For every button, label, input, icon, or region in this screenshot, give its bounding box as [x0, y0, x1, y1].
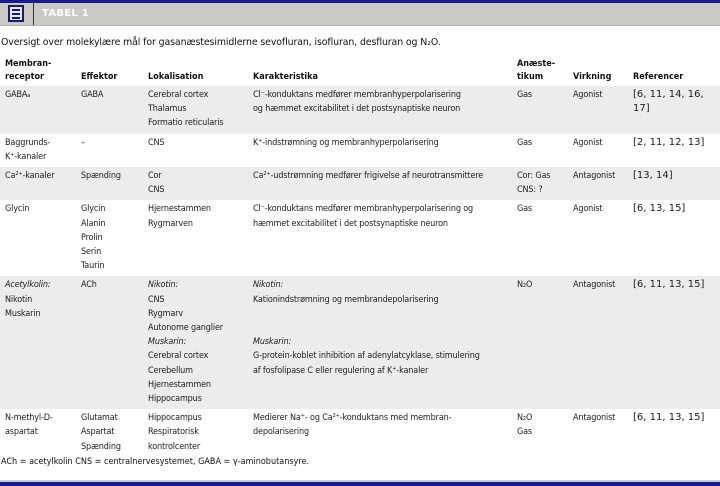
cell-effektor — [76, 276, 143, 409]
column-header-anaestetikum — [512, 58, 568, 86]
cell-karakteristika — [248, 409, 512, 457]
cell-line: N₂O — [517, 413, 533, 424]
cell-lokalisation — [143, 276, 248, 409]
cell-karakteristika — [248, 276, 512, 409]
bottom-accent-stripe — [0, 482, 720, 486]
cell-line: N-methyl-D- — [5, 413, 53, 424]
cell-line: – — [81, 137, 85, 148]
cell-line: Ca²⁺-kanaler — [5, 171, 55, 182]
cell-effektor — [76, 200, 143, 276]
cell-receptor — [0, 276, 76, 409]
cell-line: Gas — [517, 137, 533, 148]
cell-line: Cerebral cortex — [148, 351, 209, 362]
column-header-virkning — [568, 58, 628, 86]
cell-virkning — [568, 134, 628, 167]
cell-referencer: [13, 14] — [628, 167, 720, 200]
cell-effektor — [76, 134, 143, 167]
table-row — [0, 134, 720, 167]
cell-receptor — [0, 409, 76, 457]
cell-line: Serin — [81, 247, 102, 258]
column-header-effektor — [76, 58, 143, 86]
cell-receptor — [0, 200, 76, 276]
cell-line: CNS — [148, 137, 165, 148]
molecular-targets-table — [0, 58, 720, 457]
table-title: TABEL 1 — [42, 8, 90, 19]
table-header-row — [0, 58, 720, 86]
cell-referencer: [6, 13, 15] — [628, 200, 720, 276]
cell-line: K⁺-indstrømning og membranhyperpolarisering — [253, 137, 439, 148]
cell-karakteristika — [248, 200, 512, 276]
column-header-lokalisation — [143, 58, 248, 86]
cell-line: G-protein-koblet inhibition af adenylatcyklase, stimulering — [253, 351, 480, 362]
cell-line: Alanin — [81, 218, 106, 229]
cell-line: Hippocampus — [148, 394, 202, 405]
table-caption: Oversigt over molekylære mål for gasanæstesimidlerne sevofluran, isofluran, desfluran og N₂O. — [1, 37, 441, 48]
table-row — [0, 409, 720, 457]
column-header-referencer — [628, 58, 720, 86]
cell-line: Cerebellum — [148, 365, 193, 376]
table-footnote: ACh = acetylkolin CNS = centralnervesystemet, GABA = γ-aminobutansyre. — [1, 457, 310, 467]
cell-line: Glycin — [81, 204, 106, 215]
column-header-karakteristika — [248, 58, 512, 86]
cell-line: kontrolcenter — [148, 441, 201, 452]
cell-line: Cor: Gas — [517, 171, 551, 182]
cell-line: af fosfolipase C eller regulering af K⁺-kanaler — [253, 365, 429, 376]
cell-line: ACh — [81, 280, 97, 291]
table-row — [0, 167, 720, 200]
column-header-line: receptor — [5, 72, 45, 82]
cell-effektor — [76, 409, 143, 457]
cell-line: Prolin — [81, 232, 103, 243]
cell-receptor — [0, 86, 76, 134]
cell-lokalisation — [143, 86, 248, 134]
table-body — [0, 86, 720, 457]
cell-line: Spænding — [81, 171, 121, 182]
cell-referencer: [2, 11, 12, 13] — [628, 134, 720, 167]
cell-line: Medierer Na⁺- og Ca²⁺-konduktans med membran- — [253, 413, 452, 424]
cell-line: Antagonist — [573, 171, 616, 182]
cell-line: Gas — [517, 90, 533, 100]
column-header-line: Virkning — [573, 72, 612, 82]
cell-line — [253, 321, 512, 335]
cell-lokalisation — [143, 167, 248, 200]
cell-line: GABA — [81, 90, 104, 100]
cell-line: Cl⁻-konduktans medfører membranhyperpolarisering — [253, 90, 461, 100]
cell-virkning — [568, 167, 628, 200]
cell-line: Muskarin: — [253, 337, 292, 348]
cell-line: N₂O — [517, 280, 533, 291]
column-header-line: Anæste- — [517, 59, 556, 69]
cell-line: Nikotin — [5, 294, 33, 305]
cell-line: Thalamus — [148, 104, 187, 115]
cell-line: Nikotin: — [148, 280, 179, 291]
cell-line: Hjernestammen — [148, 379, 211, 390]
cell-line: Kationindstrømning og membrandepolarisering — [253, 294, 439, 305]
cell-virkning — [568, 409, 628, 457]
cell-referencer: [6, 11, 14, 16, 17] — [628, 86, 720, 134]
column-header-line: Referencer — [633, 72, 684, 82]
cell-line: Acetylkolin: — [5, 280, 51, 291]
cell-line: Cor — [148, 171, 162, 182]
cell-anaestetikum — [512, 167, 568, 200]
column-header-line: tikum — [517, 72, 544, 82]
cell-line: Gas — [517, 204, 533, 215]
cell-line: og hæmmet excitabilitet i det postsynaptiske neuron — [253, 104, 461, 115]
cell-line: Cl⁻-konduktans medfører membranhyperpolarisering og — [253, 204, 474, 215]
table-document-icon — [8, 5, 24, 22]
cell-line: aspartat — [5, 427, 38, 438]
cell-line: hæmmet excitabilitet i det postsynaptiske neuron — [253, 218, 448, 229]
cell-line: Respiratorisk — [148, 427, 199, 438]
cell-line: Gas — [517, 427, 533, 438]
cell-anaestetikum — [512, 276, 568, 409]
cell-karakteristika — [248, 86, 512, 134]
column-header-line: Membran- — [5, 59, 52, 69]
cell-line: Autonome ganglier — [148, 323, 223, 334]
cell-effektor — [76, 86, 143, 134]
cell-virkning — [568, 86, 628, 134]
cell-line: GABAₐ — [5, 90, 31, 100]
cell-anaestetikum — [512, 200, 568, 276]
cell-anaestetikum — [512, 134, 568, 167]
cell-line: Agonist — [573, 204, 603, 215]
cell-line: Formatio reticularis — [148, 118, 224, 129]
cell-referencer: [6, 11, 13, 15] — [628, 409, 720, 457]
cell-line: Ca²⁺-udstrømning medfører frigivelse af neurotransmittere — [253, 171, 484, 182]
column-header-line: Lokalisation — [148, 72, 204, 82]
cell-lokalisation — [143, 409, 248, 457]
cell-karakteristika — [248, 167, 512, 200]
cell-line: K⁺-kanaler — [5, 151, 47, 162]
cell-line: Hippocampus — [148, 413, 202, 424]
table-row — [0, 276, 720, 409]
cell-line — [253, 307, 512, 321]
cell-line: Muskarin — [5, 308, 41, 319]
cell-line: Glycin — [5, 204, 30, 215]
cell-line: Cerebral cortex — [148, 90, 209, 100]
cell-line: Muskarin: — [148, 337, 187, 348]
cell-line: Antagonist — [573, 413, 616, 424]
cell-line: Antagonist — [573, 280, 616, 291]
cell-receptor — [0, 167, 76, 200]
cell-lokalisation — [143, 134, 248, 167]
column-header-line: Effektor — [81, 72, 118, 82]
cell-line: Aspartat — [81, 427, 115, 438]
column-header-receptor — [0, 58, 76, 86]
cell-anaestetikum — [512, 409, 568, 457]
cell-lokalisation — [143, 200, 248, 276]
table-row — [0, 86, 720, 134]
cell-line: Taurin — [81, 261, 105, 272]
cell-anaestetikum — [512, 86, 568, 134]
cell-line: Rygmarv — [148, 308, 183, 319]
cell-line: Glutamat — [81, 413, 118, 424]
cell-line: Hjernestammen — [148, 204, 211, 215]
cell-line: Nikotin: — [253, 280, 284, 291]
cell-virkning — [568, 200, 628, 276]
cell-line: Agonist — [573, 137, 603, 148]
cell-line: CNS: ? — [517, 185, 543, 196]
cell-receptor — [0, 134, 76, 167]
cell-line: depolarisering — [253, 427, 309, 438]
column-header-line: Karakteristika — [253, 72, 319, 82]
table-row — [0, 200, 720, 276]
title-separator — [33, 3, 34, 25]
cell-line: Rygmarven — [148, 218, 193, 229]
cell-line: CNS — [148, 185, 165, 196]
cell-referencer: [6, 11, 13, 15] — [628, 276, 720, 409]
cell-line: Spænding — [81, 441, 121, 452]
cell-line: Agonist — [573, 90, 603, 100]
table-title-bar — [0, 3, 720, 26]
cell-effektor — [76, 167, 143, 200]
cell-karakteristika — [248, 134, 512, 167]
cell-line: Baggrunds- — [5, 137, 51, 148]
cell-line: CNS — [148, 294, 165, 305]
cell-virkning — [568, 276, 628, 409]
